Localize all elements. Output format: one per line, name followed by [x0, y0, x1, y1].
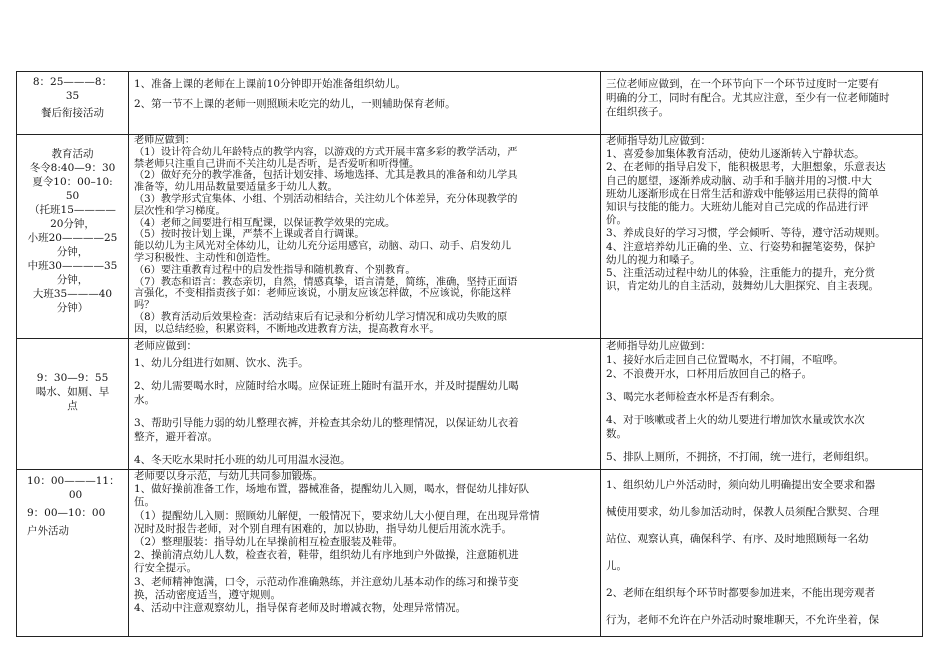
cell-line: 层次性和学习梯度。 — [134, 205, 226, 217]
time-cell — [17, 470, 129, 637]
cell-line: 2、不浪费开水，口杯用后放回自己的格子。 — [606, 368, 813, 380]
cell-line: （6）要注重教育过程中的启发性指导和随机教育、个别教育。 — [134, 264, 416, 276]
cell-line: 三位老师应做到，在一个环节向下一个环节过度时一定要有 — [606, 78, 879, 90]
cell-line: （7）教态和语言：教态亲切，自然，情感真挚，语言清楚，简练，准确，坚持正面语 — [134, 276, 518, 288]
cell-line: 在组织孩子。 — [606, 106, 669, 118]
teacher-cell — [129, 72, 601, 135]
schedule-table — [16, 71, 923, 637]
cell-line: （4）老师之间要进行相互配课，以保证教学效果的完成。 — [134, 217, 396, 229]
guide-cell — [601, 339, 923, 470]
cell-line: 1、组织幼儿户外活动时，须向幼儿明确提出安全要求和器 — [606, 479, 876, 491]
cell-line: 换，活动密度适当，遵守规则。 — [134, 588, 281, 601]
teacher-cell — [129, 135, 601, 339]
cell-line: 行安全提示。 — [134, 562, 197, 575]
time-line: 点 — [67, 400, 78, 412]
guide-cell — [601, 72, 923, 135]
teacher-cell — [129, 470, 601, 637]
table-row — [17, 72, 923, 135]
time-line: 小班20————25 — [27, 232, 118, 244]
cell-line: 幼儿的视力和嗓子。 — [606, 253, 701, 266]
cell-line: 2、操前清点幼儿人数，检查衣着，鞋带，组织幼儿有序地到户外做操，注意随机进 — [134, 549, 519, 562]
cell-line: 2、第一节不上课的老师一则照顾未吃完的幼儿，一则辅助保育老师。 — [134, 98, 456, 110]
cell-line: （8）教育活动后效果检查：活动结束后有记录和分析幼儿学习情况和成功失败的原 — [134, 311, 508, 323]
time-line: 中班30————35 — [27, 260, 118, 272]
cell-line: 儿。 — [606, 560, 627, 572]
table-row — [17, 339, 923, 470]
cell-line: 数。 — [606, 428, 627, 440]
time-line: 9：00—10：00 — [27, 507, 106, 519]
guide-cell — [601, 470, 923, 637]
cell-line: 整齐，避开着凉。 — [134, 431, 218, 443]
cell-line: （1）提醒幼儿入厕：照顾幼儿解便，一般情况下，要求幼儿大小便自理，在出现异常情 — [134, 509, 540, 522]
cell-line: 1、接好水后走回自己位置喝水，不打闹，不喧哗。 — [606, 354, 844, 366]
cell-line: 站位、观察认真，确保科学、有序、及时地照顾每一名幼 — [606, 533, 869, 545]
cell-line: 因，以总结经验，积累资料，不断地改进教育方法，提高教育水平。 — [134, 323, 440, 335]
cell-line: 械使用要求，幼儿参加活动时，保教人员须配合默契、合理 — [606, 506, 879, 518]
time-line: 夏令10：00–10: — [32, 176, 113, 188]
time-line: 00 — [68, 489, 83, 501]
time-line: 分钟， — [56, 274, 89, 286]
cell-line: 能以幼儿为主风光对全体幼儿，让幼儿充分运用感官，动脑、动口、动手、启发幼儿 — [134, 241, 511, 253]
cell-line: 明确的分工，同时有配合。尤其应注意，至少有一位老师随时 — [606, 92, 890, 104]
table-row — [17, 470, 923, 637]
time-cell — [17, 339, 129, 470]
cell-line: （5）按时按计划上课，严禁不上课或者自行调课。 — [134, 229, 365, 241]
cell-line: （2）整理服装：指导幼儿在早操前相互检查服装及鞋带。 — [134, 536, 404, 549]
cell-line: 识，肯定幼儿的自主活动，鼓舞幼儿大胆探究、自主表现。 — [606, 280, 879, 293]
guide-cell — [601, 135, 923, 339]
cell-line: 知识与技能的能力。大班幼儿能对自己完成的作品进行评 — [606, 201, 869, 214]
cell-line: 老师指导幼儿应做到： — [606, 340, 711, 352]
cell-line: （2）做好充分的教学准备，包括计划安排、场地选择、尤其是教具的准备和幼儿学具 — [134, 170, 518, 182]
cell-line: 言强化，不变相指责孩子如：老师应该说，小朋友应该怎样做，不应该说，你能这样 — [134, 288, 511, 300]
cell-line: 4、注意培养幼儿正确的坐、立、行姿势和握笔姿势，保护 — [606, 240, 876, 253]
time-line: 餐后衔接活动 — [41, 107, 104, 119]
cell-line: 2、幼儿需要喝水时，应随时给水喝。应保证班上随时有温开水，并及时提醒幼儿喝 — [134, 380, 519, 392]
cell-line: 行为，老师不允许在户外活动时聚堆聊天，不允许坐着，保 — [606, 614, 879, 626]
cell-line: 老师要以身示范，与幼儿共同参加锻炼。 — [134, 470, 323, 482]
time-line: 教育活动 — [51, 148, 94, 160]
cell-line: 禁老师只注重自己讲而不关注幼儿是否听，是否爱听和听得懂。 — [134, 158, 420, 170]
cell-line: 价。 — [606, 214, 627, 227]
time-line: 8：25———8： — [32, 76, 113, 88]
cell-line: 5、排队上厕所，不拥挤，不打闹，统一进行，老师组织。 — [606, 451, 876, 463]
cell-line: 3、老师精神饱满，口令，示范动作准确熟练，并注意幼儿基本动作的练习和操节变 — [134, 575, 519, 588]
cell-line: 2、老师在组织每个环节时都要参加进来，不能出现旁观者 — [606, 587, 876, 599]
time-line: 10：00———11： — [27, 475, 120, 487]
cell-line: 水。 — [134, 394, 155, 406]
cell-line: 准备等，幼儿用品数量要适量多于幼儿人数。 — [134, 182, 338, 194]
time-line: 9：30—9：55 — [36, 372, 109, 384]
cell-line: 4、活动中注意观察幼儿，指导保育老师及时增减衣物，处理异常情况。 — [134, 602, 467, 615]
cell-line: 学习积极性、主动性和创造性。 — [134, 252, 277, 264]
cell-line: 老师应做到： — [134, 135, 196, 146]
time-line: 分钟） — [56, 302, 89, 314]
cell-line: 1、喜爱参加集体教育活动，使幼儿逐渐转入宁静状态。 — [606, 148, 865, 161]
cell-line: 5、注重活动过程中幼儿的体验，注重能力的提升，充分赏 — [606, 267, 876, 280]
time-cell — [17, 72, 129, 135]
cell-line: （1）设计符合幼儿年龄特点的教学内容，以游戏的方式开展丰富多彩的教学活动，严 — [134, 146, 518, 158]
teacher-cell — [129, 339, 601, 470]
time-line: 喝水、如厕、早 — [35, 386, 110, 398]
cell-line: 况时及时报告老师，对个别自理有困难的，加以协助，指导幼儿便后用流水洗手。 — [134, 522, 512, 535]
time-line: 冬令8:40—9：30 — [29, 162, 116, 174]
time-line: 分钟， — [56, 246, 89, 258]
cell-line: 1、做好操前准备工作，场地布置，器械准备，提醒幼儿入厕，喝水，督促幼儿排好队 — [134, 483, 530, 496]
time-line: （托班15———— — [29, 204, 116, 216]
cell-line: 4、对于咳嗽或者上火的幼儿要进行增加饮水量或饮水次 — [606, 414, 865, 426]
cell-line: 3、帮助引导能力弱的幼儿整理衣裤，并检查其余幼儿的整理情况，以保证幼儿衣着 — [134, 417, 519, 429]
cell-line: 4、冬天吃水果时托小班的幼儿可用温水浸泡。 — [134, 454, 351, 466]
time-line: 大班35———40 — [32, 288, 113, 300]
time-line: 户外活动 — [27, 525, 69, 537]
cell-line: 1、幼儿分组进行如厕、饮水、洗手。 — [134, 357, 309, 369]
time-line: 50 — [65, 190, 80, 202]
cell-line: 3、喝完水老师检查水杯是否有剩余。 — [606, 391, 781, 403]
cell-line: 伍。 — [134, 496, 155, 509]
time-line: 35 — [65, 90, 80, 102]
cell-line: 老师应做到： — [134, 340, 197, 352]
cell-line: （3）教学形式宜集体、小组、个别活动相结合，关注幼儿个体差异，充分体现教学的 — [134, 193, 518, 205]
cell-line: 老师指导幼儿应做到： — [606, 135, 711, 147]
cell-line: 1、准备上课的老师在上课前10分钟即开始准备组织幼儿。 — [134, 78, 407, 90]
time-line: 20分钟， — [50, 218, 95, 230]
time-cell — [17, 135, 129, 339]
cell-line: 自己的愿望，逐渐养成动脑、动手和手脑并用的习惯.中大 — [606, 174, 872, 187]
cell-line: 2、在老师的指导启发下，能积极思考，大胆想象，乐意表达 — [606, 161, 886, 174]
cell-line: 班幼儿逐渐形成在日常生活和游戏中能够运用已获得的简单 — [606, 187, 879, 200]
cell-line: 3、养成良好的学习习惯，学会倾听、等待，遵守活动规则。 — [606, 227, 886, 240]
cell-line: 吗？ — [134, 300, 155, 312]
table-row — [17, 135, 923, 339]
